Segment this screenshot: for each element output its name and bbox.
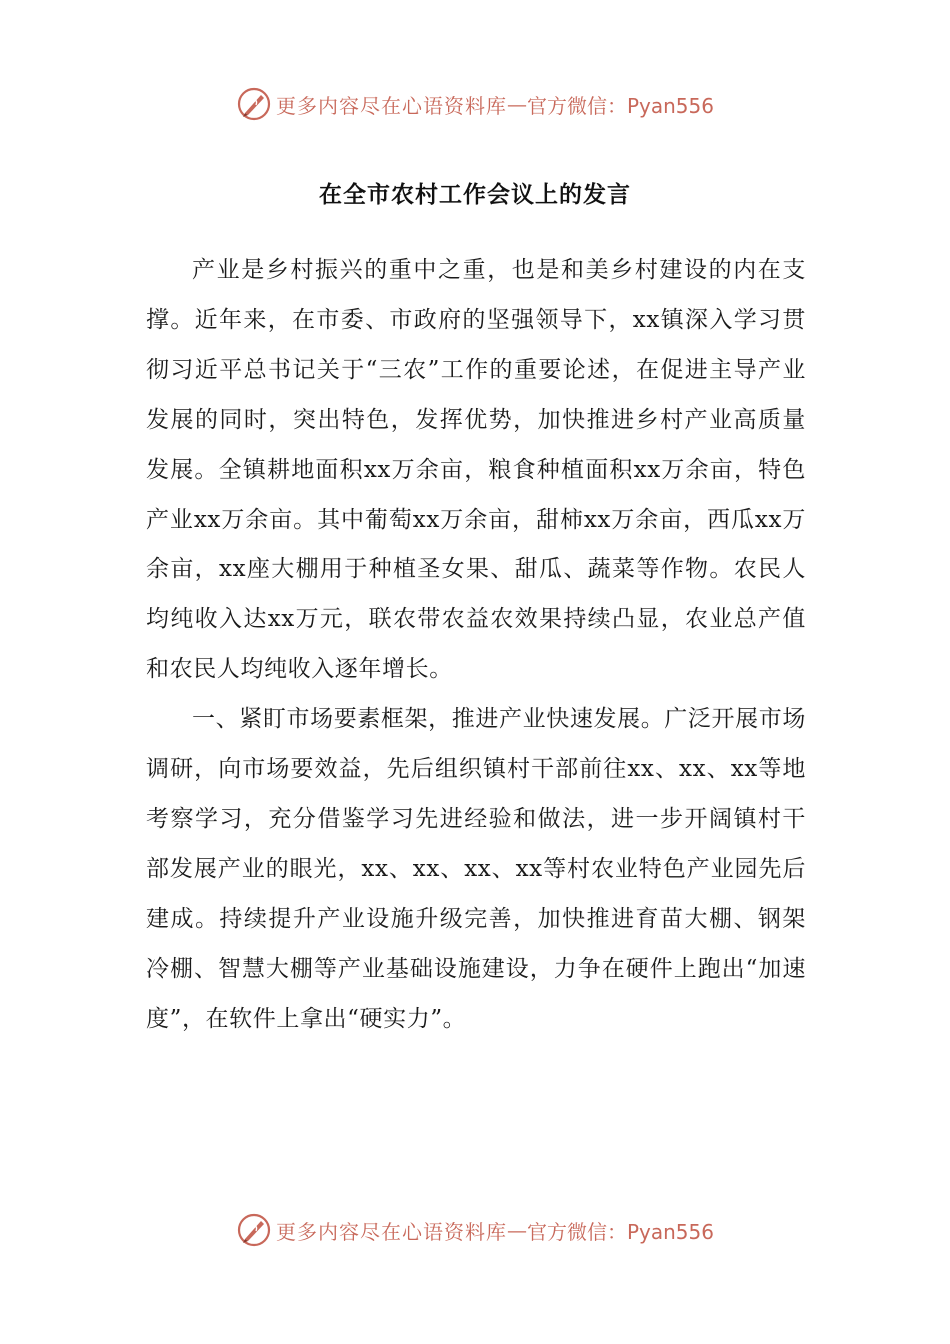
banner-wechat: 官方微信：Pyan556 xyxy=(526,1219,714,1244)
footer-watermark-banner xyxy=(0,1212,950,1248)
pen-logo-icon xyxy=(236,1212,272,1248)
paragraph-intro: 产业是乡村振兴的重中之重，也是和美乡村建设的内在支撑。近年来，在市委、市政府的坚强领导下，xx镇深入学习贯彻习近平总书记关于“三农”工作的重要论述，在促进主导产业发展的同时，突出特色，发挥优势，加快推进乡村产业高质量发展。全镇耕地面积xx万余亩，粮食种植面积xx万余亩，特色产业xx万余亩。其中葡萄xx万余亩，甜柿xx万余亩，西瓜xx万余亩，xx座大棚用于种植圣女果、甜瓜、蔬菜等作物。农民人均纯收入达xx万元，联农带农益农效果持续凸显，农业总产值和农民人均纯收入逐年增长。 xyxy=(146,257,806,683)
banner-wechat: 官方微信：Pyan556 xyxy=(526,93,714,118)
paragraph-section-one: 一、紧盯市场要素框架，推进产业快速发展。广泛开展市场调研，向市场要效益，先后组织镇村干部前往xx、xx、xx等地考察学习，充分借鉴学习先进经验和做法，进一步开阔镇村干部发展产业的眼光，xx、xx、xx、xx等村农业特色产业园先后建成。持续提升产业设施升级完善，加快推进育苗大棚、钢架冷棚、智慧大棚等产业基础设施建设，力争在硬件上跑出“加速度”，在软件上拿出“硬实力”。 xyxy=(146,706,806,1032)
banner-separator: — xyxy=(506,1218,527,1242)
banner-text: 更多内容尽在心语资料库 xyxy=(275,1219,507,1244)
pen-logo-icon xyxy=(236,86,272,122)
document-title: 在全市农村工作会议上的发言 xyxy=(319,182,631,208)
banner-separator: — xyxy=(506,92,527,116)
document-body xyxy=(146,246,806,1045)
header-watermark-banner xyxy=(0,86,950,122)
banner-text: 更多内容尽在心语资料库 xyxy=(275,93,507,118)
